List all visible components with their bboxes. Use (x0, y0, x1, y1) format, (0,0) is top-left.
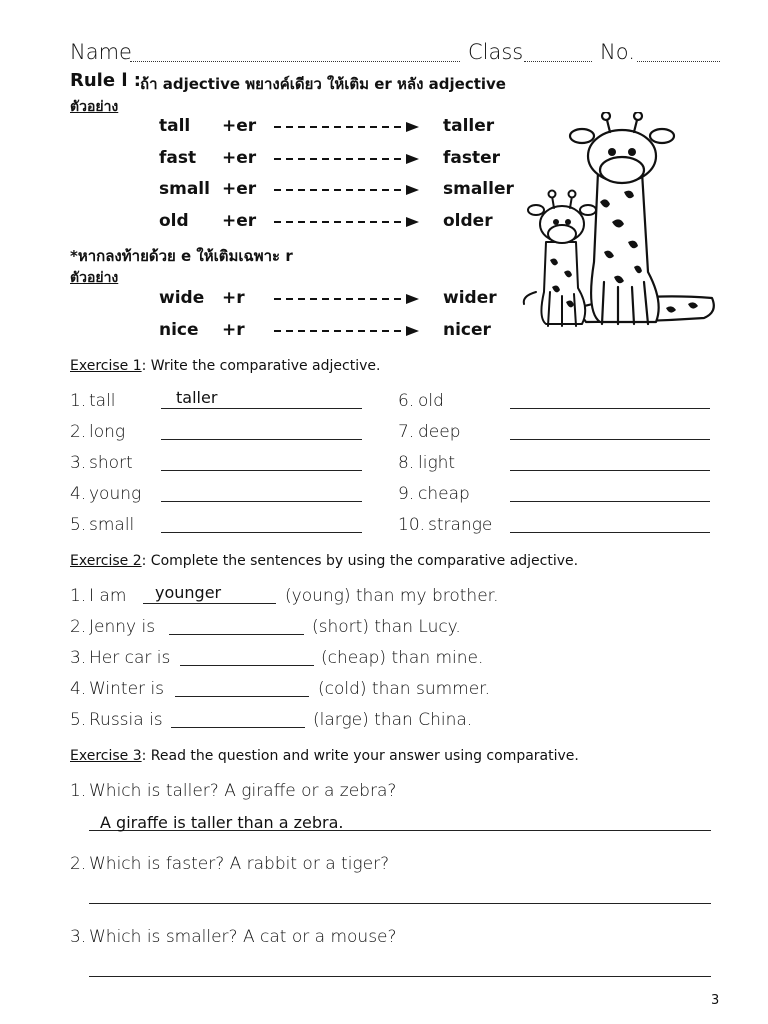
exercise1-number: 6. (398, 391, 415, 411)
exercise2-before: Russia is (89, 710, 163, 730)
exercise1-answer-line[interactable] (510, 501, 710, 502)
exercise1-number: 5. (70, 515, 87, 535)
exercise3-label: Exercise 3 (70, 748, 142, 764)
exercise3-number: 1. (70, 781, 87, 801)
exercise2-after: (large) than China. (313, 710, 473, 730)
exercise2-number: 1. (70, 586, 87, 606)
exercise2-after: (short) than Lucy. (312, 617, 461, 637)
exercise2-before: Jenny is (89, 617, 156, 637)
rule-example-suffix: +er (222, 116, 257, 136)
exercise2-label: Exercise 2 (70, 553, 142, 569)
class-field[interactable] (524, 61, 592, 62)
rule-example-word: fast (159, 147, 197, 168)
exercise1-number: 2. (70, 422, 87, 442)
exercise2-number: 2. (70, 617, 87, 637)
name-field[interactable] (130, 61, 460, 62)
exercise2-before: Her car is (89, 648, 171, 668)
class-label: Class (468, 40, 524, 64)
exercise2-number: 4. (70, 679, 87, 699)
rule-example-label-2: ตัวอย่าง (70, 270, 119, 286)
exercise2-heading (70, 553, 578, 569)
rule-example-word: small (159, 179, 210, 199)
exercise2-answer-line[interactable] (143, 603, 276, 604)
rule-example-result: older (443, 210, 493, 231)
exercise1-number: 7. (398, 422, 415, 442)
exercise1-number: 4. (70, 484, 87, 504)
rule-example-result: smaller (443, 179, 514, 199)
exercise1-word: old (418, 391, 444, 411)
arrow-icon (274, 216, 420, 228)
exercise1-word: short (89, 453, 133, 473)
exercise3-question: Which is smaller? A cat or a mouse? (89, 927, 397, 947)
rule-example-suffix: +r (222, 320, 245, 340)
exercise1-word: small (89, 515, 135, 535)
page-number: 3 (711, 993, 720, 1008)
exercise1-answer-line[interactable] (161, 532, 362, 533)
exercise3-answer-line[interactable] (89, 976, 711, 977)
no-label: No. (600, 40, 635, 64)
rule-example-result: nicer (443, 320, 491, 340)
exercise2-before: I am (89, 586, 127, 606)
exercise2-after: (cheap) than mine. (321, 648, 484, 668)
exercise2-answer-line[interactable] (171, 727, 305, 728)
exercise1-word: long (89, 422, 126, 442)
rule-example-result: wider (443, 288, 497, 308)
rule-note: *หากลงท้ายด้วย e ให้เติมเฉพาะ r (70, 247, 293, 265)
exercise1-label: Exercise 1 (70, 358, 142, 374)
rule-example-word: nice (159, 320, 199, 340)
rule-example-word: wide (159, 288, 205, 308)
exercise1-word: light (418, 453, 456, 473)
exercise1-answer: taller (176, 388, 218, 407)
exercise2-answer-line[interactable] (180, 665, 314, 666)
exercise1-answer-line[interactable] (161, 501, 362, 502)
exercise2-instruction: : Complete the sentences by using the comparative adjective. (141, 553, 579, 569)
exercise1-number: 1. (70, 391, 87, 411)
exercise1-word: deep (418, 422, 461, 442)
exercise1-instruction: : Write the comparative adjective. (141, 358, 381, 374)
rule-example-label: ตัวอย่าง (70, 99, 119, 115)
exercise2-after: (cold) than summer. (318, 679, 491, 699)
exercise2-answer-line[interactable] (169, 634, 304, 635)
exercise1-word: cheap (418, 484, 470, 504)
exercise1-number: 3. (70, 453, 87, 473)
exercise1-word: strange (428, 515, 493, 535)
exercise3-answer: A giraffe is taller than a zebra. (100, 813, 344, 832)
exercise1-heading (70, 358, 380, 374)
exercise1-word: tall (89, 391, 116, 411)
rule-example-word: old (159, 210, 189, 231)
exercise1-number: 10. (398, 515, 426, 535)
exercise2-after: (young) than my brother. (285, 586, 499, 606)
exercise3-number: 3. (70, 927, 87, 947)
rule-example-word: tall (159, 116, 191, 136)
rule-example-suffix: +er (222, 210, 257, 231)
rule-example-result: taller (443, 116, 495, 136)
exercise3-number: 2. (70, 854, 87, 874)
name-label: Name (70, 40, 132, 64)
exercise3-question: Which is taller? A giraffe or a zebra? (89, 781, 397, 801)
giraffes-icon (516, 112, 720, 334)
exercise2-before: Winter is (89, 679, 165, 699)
no-field[interactable] (637, 61, 720, 62)
arrow-icon (274, 153, 420, 165)
rule-example-suffix: +r (222, 288, 245, 308)
exercise3-heading (70, 748, 579, 764)
rule-example-suffix: +er (222, 147, 257, 168)
exercise1-answer-line[interactable] (510, 439, 710, 440)
rule-example-result: faster (443, 147, 501, 168)
exercise3-answer-line[interactable] (89, 903, 711, 904)
exercise1-answer-line[interactable] (161, 408, 362, 409)
exercise2-answer: younger (155, 583, 222, 602)
exercise2-number: 3. (70, 648, 87, 668)
arrow-icon (274, 121, 420, 133)
exercise1-number: 8. (398, 453, 415, 473)
exercise1-answer-line[interactable] (510, 408, 710, 409)
arrow-icon (274, 293, 420, 305)
exercise1-answer-line[interactable] (510, 532, 710, 533)
exercise1-number: 9. (398, 484, 415, 504)
exercise2-answer-line[interactable] (175, 696, 309, 697)
exercise1-answer-line[interactable] (161, 439, 362, 440)
rule-text: ถ้า adjective พยางค์เดียว ให้เติม er หลัง adjective (140, 75, 506, 93)
exercise3-instruction: : Read the question and write your answer using comparative. (141, 748, 579, 764)
arrow-icon (274, 184, 420, 196)
arrow-icon (274, 325, 420, 337)
rule-example-suffix: +er (222, 179, 257, 199)
exercise1-answer-line[interactable] (161, 470, 362, 471)
rule-title: Rule l : (70, 70, 141, 91)
exercise1-answer-line[interactable] (510, 470, 710, 471)
exercise3-question: Which is faster? A rabbit or a tiger? (89, 854, 390, 874)
exercise2-number: 5. (70, 710, 87, 730)
exercise1-word: young (89, 484, 142, 504)
